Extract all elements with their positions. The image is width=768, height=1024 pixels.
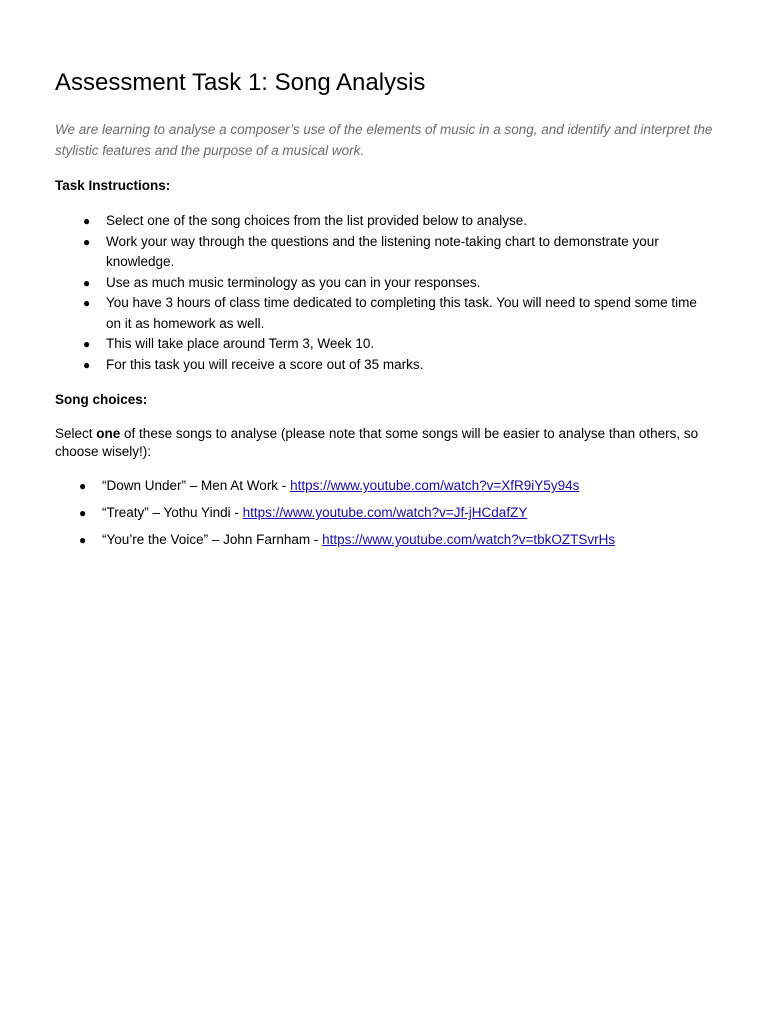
select-suffix: of these songs to analyse (please note that some songs will be easier to analyse than others, so choose wisely!):: [55, 426, 699, 459]
bullet-icon: ●: [83, 357, 91, 372]
instruction-item: [55, 232, 715, 273]
song-link[interactable]: https://www.youtube.com/watch?v=tbkOZTSvrHs: [322, 532, 616, 547]
instruction-item: [55, 273, 715, 294]
song-item: [55, 531, 715, 549]
bullet-icon: ●: [83, 296, 91, 310]
instruction-item: [55, 355, 715, 376]
select-prefix: Select: [55, 426, 97, 441]
instruction-text: For this task you will receive a score out of 35 marks.: [106, 356, 424, 372]
instruction-item: [55, 293, 715, 334]
song-link[interactable]: https://www.youtube.com/watch?v=XfR9iY5y94s: [290, 478, 580, 493]
instruction-text: Work your way through the questions and the listening note-taking chart to demonstrate your knowledge.: [106, 233, 659, 269]
instruction-text: This will take place around Term 3, Week 10.: [106, 336, 375, 351]
select-emphasis: one: [96, 426, 121, 441]
bullet-icon: ●: [79, 479, 87, 493]
bullet-icon: ●: [83, 275, 91, 290]
page-title: Assessment Task 1: Song Analysis: [55, 69, 426, 96]
song-item: [55, 477, 715, 495]
instruction-item: [55, 211, 715, 232]
bullet-icon: ●: [83, 214, 91, 228]
song-label: “Treaty” – Yothu Yindi -: [102, 505, 243, 520]
task-instructions-heading: Task Instructions:: [55, 178, 171, 193]
bullet-icon: ●: [79, 533, 87, 547]
instruction-item: [55, 334, 715, 355]
bullet-icon: ●: [79, 506, 87, 520]
task-instructions-list: [55, 211, 715, 375]
instruction-text: You have 3 hours of class time dedicated to completing this task. You will need to spend some time on it as homework as well.: [106, 295, 697, 331]
song-label: “Down Under” – Men At Work -: [102, 478, 291, 493]
document-page: [55, 66, 715, 558]
select-instruction: [55, 425, 715, 461]
learning-intention: We are learning to analyse a composer’s use of the elements of music in a song, and identify and interpret the stylistic features and the purpose of a musical work.: [55, 122, 713, 158]
bullet-icon: ●: [83, 234, 91, 249]
song-link[interactable]: https://www.youtube.com/watch?v=Jf-jHCdafZY: [242, 505, 528, 520]
song-choices-list: [55, 477, 715, 549]
song-choices-heading: Song choices:: [55, 392, 148, 407]
bullet-icon: ●: [83, 337, 91, 351]
instruction-text: Select one of the song choices from the list provided below to analyse.: [106, 213, 527, 228]
song-item: [55, 504, 715, 522]
song-label: “You’re the Voice” – John Farnham -: [102, 532, 323, 547]
instruction-text: Use as much music terminology as you can in your responses.: [106, 274, 481, 290]
